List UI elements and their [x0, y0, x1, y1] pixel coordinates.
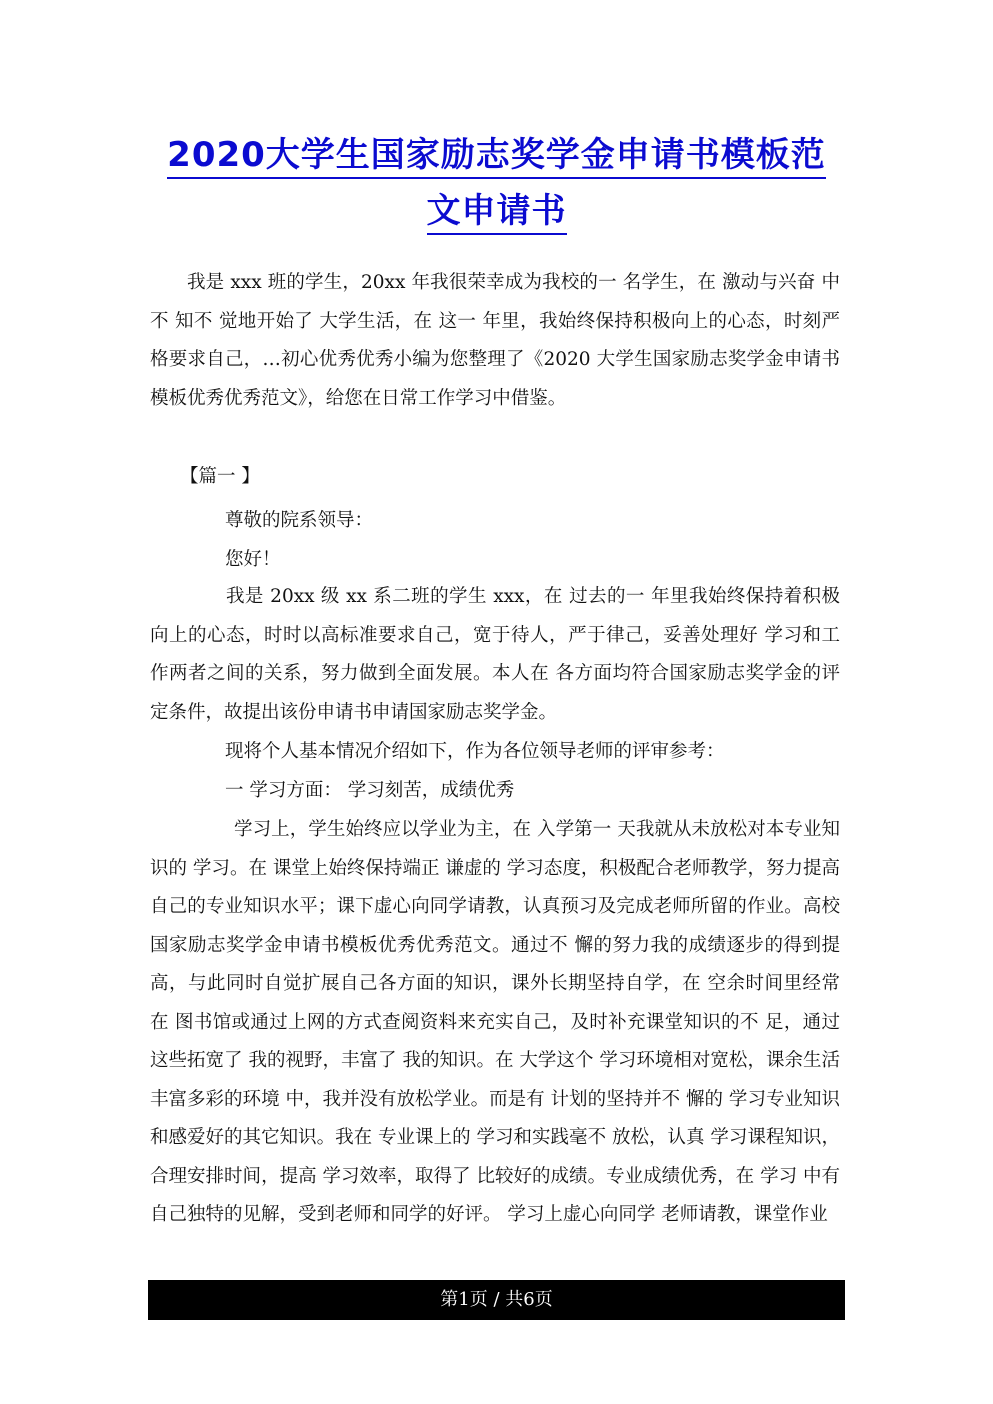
intro-paragraph: 我是 xxx 班的学生，20xx 年我很荣幸成为我校的一 名学生，在 激动与兴奋 中不 知不 觉地开始了 大学生活，在 这一 年里，我始终保持积极向上的心态，时刻严格要求自己，…初心优秀优秀小编为您整理了《2020 大学生国家励志奖学金申请书模板优秀优秀范文》，给您在日常工作学习中借鉴。 [150, 272, 840, 409]
intro-line-2: 现将个人基本情况介绍如下，作为各位领导老师的评审参考： [225, 741, 725, 762]
document-title-line2: 文申请书 [150, 183, 843, 232]
page-footer: 第1页 / 共6页 [148, 1280, 845, 1320]
salutation: 尊敬的院系领导： [225, 510, 374, 531]
body-paragraph-1: 我是 20xx 级 xx 系二班的学生 xxx，在 过去的一 年里我始终保持着积极向上的心态，时时以高标准要求自己，宽于待人，严于律己，妥善处理好 学习和工作两者之间的关系，努力做到全面发展。本人在 各方面均符合国家励志奖学金的评定条件，故提出该份申请书申请国家励志奖学金。 [150, 586, 840, 723]
section-label: 【篇一 】 [180, 466, 260, 487]
body-paragraph-2: 学习上，学生始终应以学业为主，在 入学第一 天我就从未放松对本专业知识的 学习。在 课堂上始终保持端正 谦虚的 学习态度，积极配合老师教学，努力提高自己的专业知识水平；课下虚心向同学请教，认真预习及完成老师所留的作业。高校国家励志奖学金申请书模板优秀优秀范文。通过不 懈的努力我的成绩逐步的得到提高，与此同时自觉扩展自己各方面的知识，课外长期坚持自学，在 空余时间里经常在 图书馆或通过上网的方式查阅资料来充实自己，及时补充课堂知识的不 足，通过这些拓宽了 我的视野，丰富了 我的知识。在 大学这个 学习环境相对宽松，课余生活丰富多彩的环境 中，我并没有放松学业。而是有 计划的坚持并不 懈的 学习专业知识和感爱好的其它知识。我在 专业课上的 学习和实践毫不 放松，认真 学习课程知识，合理安排时间，提高 学习效率，取得了 比较好的成绩。专业成绩优秀，在 学习 中有 自己独特的见解，受到老师和同学的好评。 学习上虚心向同学 老师请教，课堂作业 [150, 819, 840, 1225]
greeting-hello: 您好！ [225, 549, 281, 570]
section-heading-study: 一 学习方面： 学习刻苦，成绩优秀 [225, 780, 515, 801]
document-title-line1: 2020大学生国家励志奖学金申请书模板范 [150, 127, 843, 176]
